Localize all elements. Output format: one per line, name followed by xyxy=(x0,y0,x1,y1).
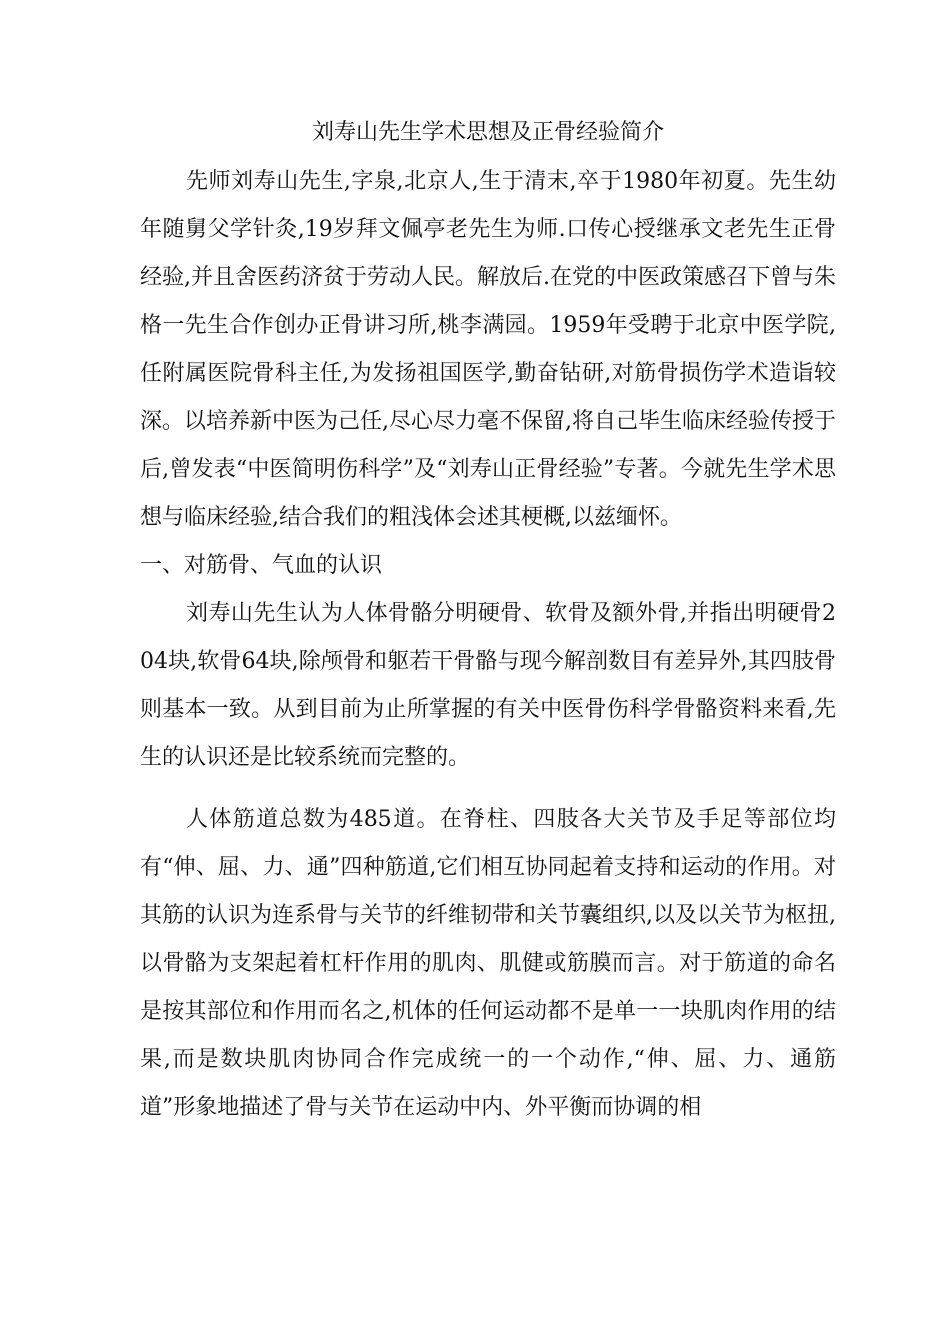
document-title: 刘寿山先生学术思想及正骨经验简介 xyxy=(311,120,664,145)
section-heading-bones-qi-blood: 一、对筋骨、气血的认识 xyxy=(140,553,383,578)
section-paragraph-bones: 刘寿山先生认为人体骨骼分明硬骨、软骨及额外骨,并指出明硬骨204块,软骨64块,除颅骨和躯若干骨骼与现今解剖数目有差异外,其四肢骨则基本一致。从到目前为止所掌握的有关中医骨伤科学骨骼资料来看,先生的认识还是比较系统而完整的。 xyxy=(140,601,836,770)
section-paragraph-tendons: 人体筋道总数为485道。在脊柱、四肢各大关节及手足等部位均有“伸、屈、力、通”四种筋道,它们相互协同起着支持和运动的作用。对其筋的认识为连系骨与关节的纤维韧带和关节囊组织,以及以关节为枢扭,以骨骼为支架起着杠杆作用的肌肉、肌健或筋膜而言。对于筋道的命名是按其部位和作用而名之,机体的任何运动都不是单一一块肌肉作用的结果,而是数块肌肉协同合作完成统一的一个动作,“伸、屈、力、通筋道”形象地描述了骨与关节在运动中内、外平衡而协调的相 xyxy=(140,807,836,1120)
document-body xyxy=(140,108,836,1132)
intro-paragraph: 先师刘寿山先生,字泉,北京人,生于清末,卒于1980年初夏。先生幼年随舅父学针灸,19岁拜文佩亭老先生为师.口传心授继承文老先生正骨经验,并且舍医药济贫于劳动人民。解放后.在党的中医政策感召下曾与朱格一先生合作创办正骨讲习所,桃李满园。1959年受聘于北京中医学院,任附属医院骨科主任,为发扬祖国医学,勤奋钻研,对筋骨损伤学术造诣较深。以培养新中医为己任,尽心尽力毫不保留,将自己毕生临床经验传授于后,曾发表“中医简明伤科学”及“刘寿山正骨经验”专著。今就先生学术思想与临床经验,结合我们的粗浅体会述其梗概,以兹缅怀。 xyxy=(140,169,836,530)
